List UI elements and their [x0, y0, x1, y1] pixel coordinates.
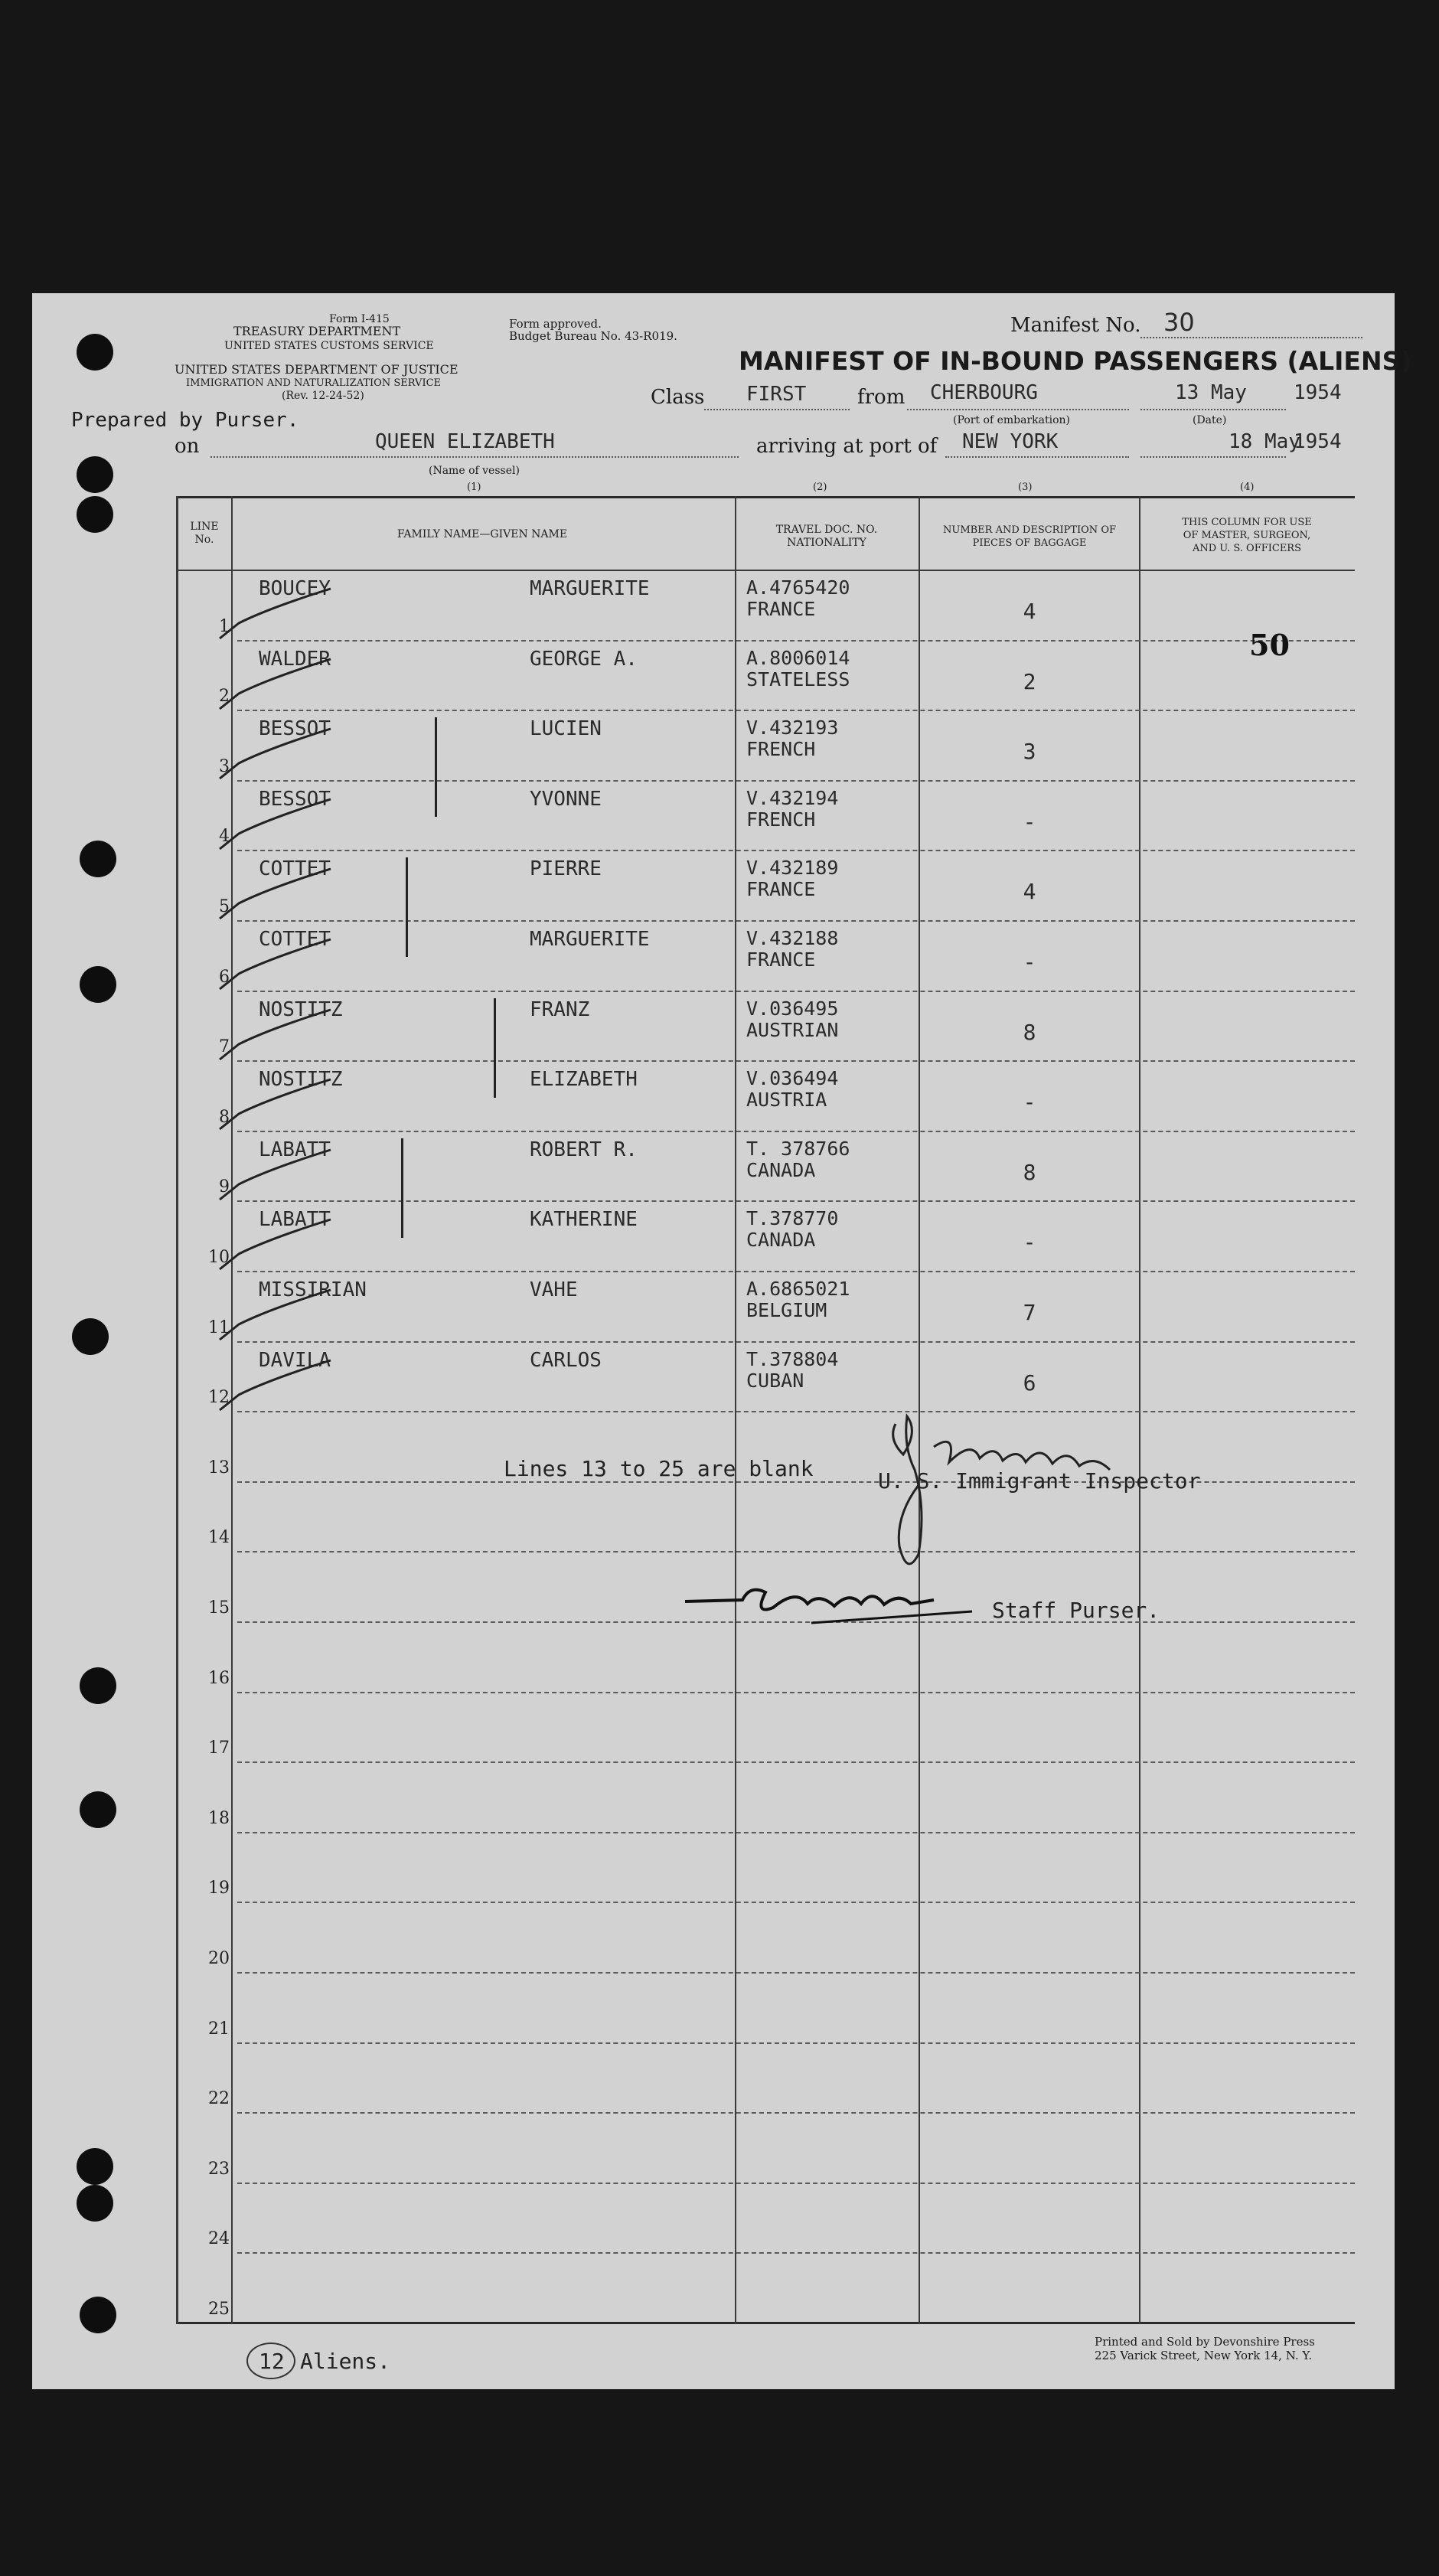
travel-doc-no: A.4765420	[746, 576, 850, 599]
travel-doc-no: A.8006014	[746, 647, 850, 669]
travel-doc-no: T. 378766	[746, 1138, 850, 1160]
given-name: MARGUERITE	[530, 577, 650, 600]
given-name: YVONNE	[530, 788, 602, 811]
check-mark	[216, 1216, 338, 1277]
port-embark-caption: (Port of embarkation)	[953, 414, 1070, 426]
form-approved: Form approved.	[509, 317, 602, 331]
punch-hole	[77, 456, 113, 493]
row-divider	[237, 2183, 1355, 2184]
family-name: COTTET	[259, 857, 331, 880]
printer-line-1: Printed and Sold by Devonshire Press	[1095, 2335, 1315, 2349]
family-name: BOUCEY	[259, 577, 331, 600]
nationality: FRENCH	[746, 808, 816, 831]
date-caption: (Date)	[1193, 414, 1227, 426]
header-travel-doc: TRAVEL DOC. NO. NATIONALITY	[775, 524, 878, 549]
form-number: Form I-415	[329, 313, 390, 325]
check-mark	[216, 1357, 338, 1418]
line-number: 8	[219, 1108, 230, 1127]
row-divider	[237, 2252, 1355, 2254]
nationality: CUBAN	[746, 1370, 804, 1392]
check-mark	[216, 1286, 338, 1347]
port-of-embarkation: CHERBOURG	[930, 381, 1038, 404]
check-mark	[216, 1006, 338, 1067]
row-divider	[237, 1972, 1355, 1974]
row-divider	[237, 2112, 1355, 2114]
given-name: ELIZABETH	[530, 1068, 638, 1091]
inspector-signature	[873, 1401, 1125, 1585]
family-name: NOSTITZ	[259, 1068, 343, 1091]
row-divider	[237, 2042, 1355, 2044]
baggage-count: -	[1023, 949, 1036, 975]
punch-hole	[80, 841, 116, 877]
check-mark	[216, 865, 338, 926]
row-divider	[237, 640, 1355, 642]
header-baggage: NUMBER AND DESCRIPTION OF PIECES OF BAGGAGE	[942, 524, 1116, 549]
prepared-by: Prepared by Purser.	[71, 409, 299, 432]
given-name: GEORGE A.	[530, 648, 638, 671]
travel-doc-no: V.432194	[746, 787, 839, 809]
travel-doc-no: V.432189	[746, 857, 839, 879]
line-number: 23	[208, 2160, 230, 2179]
officer-note: 50	[1249, 628, 1290, 662]
baggage-count: 2	[1023, 669, 1036, 694]
col-num-4: (4)	[1240, 482, 1255, 493]
row-divider	[237, 1341, 1355, 1343]
travel-doc-no: V.036494	[746, 1067, 839, 1089]
family-name: WALDER	[259, 648, 331, 671]
nationality: BELGIUM	[746, 1299, 827, 1321]
punch-hole	[77, 334, 113, 371]
family-name: COTTET	[259, 928, 331, 951]
row-divider	[237, 1411, 1355, 1412]
punch-hole	[77, 496, 113, 533]
baggage-count: 3	[1023, 739, 1036, 764]
punch-hole	[77, 2148, 113, 2185]
line-number: 22	[208, 2089, 230, 2108]
row-divider	[237, 1271, 1355, 1272]
col-num-2: (2)	[813, 482, 827, 493]
line-number: 17	[208, 1739, 230, 1758]
row-divider	[237, 1551, 1355, 1552]
row-divider	[237, 850, 1355, 851]
nationality: STATELESS	[746, 668, 850, 691]
family-bracket	[435, 717, 437, 817]
line-number: 25	[208, 2300, 230, 2319]
on-label: on	[175, 435, 200, 458]
given-name: FRANZ	[530, 998, 590, 1021]
vessel-caption: (Name of vessel)	[429, 465, 520, 477]
manifest-label: Manifest No.	[1010, 314, 1141, 337]
baggage-count: 8	[1023, 1160, 1036, 1185]
line-number: 10	[208, 1248, 230, 1267]
line-number: 6	[219, 968, 230, 987]
col-num-3: (3)	[1018, 482, 1033, 493]
punch-hole	[80, 1667, 116, 1704]
check-mark	[216, 935, 338, 997]
arrival-port: NEW YORK	[962, 430, 1059, 453]
ins-title: IMMIGRATION AND NATURALIZATION SERVICE	[186, 377, 442, 389]
travel-doc-no: T.378804	[746, 1348, 839, 1370]
purser-signature	[681, 1577, 1003, 1638]
departure-date: 13 May	[1175, 381, 1247, 404]
class-label: Class	[651, 386, 705, 409]
nationality: FRANCE	[746, 878, 816, 900]
family-bracket	[494, 998, 496, 1098]
nationality: AUSTRIA	[746, 1089, 827, 1111]
baggage-count: 6	[1023, 1370, 1036, 1396]
line-number: 4	[219, 827, 230, 846]
purser-label: Staff Purser.	[992, 1598, 1160, 1623]
line-number: 16	[208, 1669, 230, 1688]
check-mark	[216, 725, 338, 786]
nationality: AUSTRIAN	[746, 1019, 839, 1041]
given-name: CARLOS	[530, 1349, 602, 1372]
punch-hole	[72, 1318, 109, 1355]
nationality: CANADA	[746, 1159, 816, 1181]
line-number: 15	[208, 1598, 230, 1618]
travel-doc-no: V.036495	[746, 997, 839, 1020]
punch-hole	[80, 1791, 116, 1828]
arrival-date: 18 May	[1229, 430, 1300, 453]
baggage-count: 4	[1023, 879, 1036, 904]
line-number: 21	[208, 2019, 230, 2039]
row-divider	[237, 1902, 1355, 1903]
departure-year: 1954	[1294, 381, 1342, 404]
line-number: 2	[219, 687, 230, 706]
baggage-count: -	[1023, 809, 1036, 834]
aliens-label: Aliens.	[300, 2349, 391, 2374]
family-name: LABATT	[259, 1138, 331, 1161]
check-mark	[216, 1146, 338, 1207]
family-name: MISSIRIAN	[259, 1278, 367, 1301]
line-number: 13	[208, 1458, 230, 1477]
given-name: VAHE	[530, 1278, 578, 1301]
given-name: LUCIEN	[530, 717, 602, 740]
header-officers: THIS COLUMN FOR USE OF MASTER, SURGEON, AND U. S. OFFICERS	[1182, 517, 1312, 554]
punch-hole	[77, 2185, 113, 2222]
line-number: 1	[219, 617, 230, 636]
line-number: 18	[208, 1809, 230, 1828]
row-divider	[237, 1692, 1355, 1693]
row-divider	[237, 710, 1355, 711]
family-name: BESSOT	[259, 788, 331, 811]
travel-doc-no: A.6865021	[746, 1278, 850, 1300]
given-name: ROBERT R.	[530, 1138, 638, 1161]
line-number: 3	[219, 757, 230, 776]
check-mark	[216, 795, 338, 857]
family-name: LABATT	[259, 1208, 331, 1231]
family-bracket	[406, 857, 408, 957]
line-number: 11	[208, 1318, 230, 1337]
treasury-dept: TREASURY DEPARTMENT	[233, 324, 401, 338]
line-number: 24	[208, 2229, 230, 2248]
travel-doc-no: V.432188	[746, 927, 839, 949]
row-divider	[237, 1200, 1355, 1202]
check-mark	[216, 1076, 338, 1137]
travel-doc-no: T.378770	[746, 1207, 839, 1229]
baggage-count: -	[1023, 1089, 1036, 1115]
family-name: BESSOT	[259, 717, 331, 740]
check-mark	[216, 655, 338, 717]
baggage-count: 8	[1023, 1020, 1036, 1045]
baggage-count: -	[1023, 1229, 1036, 1255]
arriving-label: arriving at port of	[756, 435, 938, 458]
baggage-count: 4	[1023, 599, 1036, 624]
col-num-1: (1)	[467, 482, 481, 493]
row-divider	[237, 1832, 1355, 1833]
arrival-year: 1954	[1294, 430, 1342, 453]
family-bracket	[401, 1138, 403, 1238]
vessel-name: QUEEN ELIZABETH	[375, 430, 555, 453]
row-divider	[237, 780, 1355, 782]
inspector-label: U. S. Immigrant Inspector	[878, 1468, 1201, 1494]
baggage-count: 7	[1023, 1300, 1036, 1325]
page-title: MANIFEST OF IN-BOUND PASSENGERS (ALIENS)	[739, 346, 1412, 376]
customs-service: UNITED STATES CUSTOMS SERVICE	[224, 340, 434, 352]
from-label-text: from	[857, 386, 905, 409]
line-number: 5	[219, 897, 230, 916]
doj-title: UNITED STATES DEPARTMENT OF JUSTICE	[175, 362, 458, 377]
header-line-no: LINE No.	[190, 521, 219, 546]
total-aliens: 12	[259, 2349, 285, 2374]
blank-lines-note: Lines 13 to 25 are blank	[504, 1456, 814, 1481]
line-number: 19	[208, 1879, 230, 1898]
class-value: FIRST	[746, 383, 807, 406]
row-divider	[237, 920, 1355, 922]
row-divider	[237, 991, 1355, 992]
line-number: 12	[208, 1388, 230, 1407]
row-divider	[237, 1761, 1355, 1763]
given-name: KATHERINE	[530, 1208, 638, 1231]
nationality: FRENCH	[746, 738, 816, 760]
line-number: 9	[219, 1177, 230, 1197]
punch-hole	[80, 966, 116, 1003]
given-name: PIERRE	[530, 857, 602, 880]
revision: (Rev. 12-24-52)	[282, 390, 364, 402]
given-name: MARGUERITE	[530, 928, 650, 951]
printer-line-2: 225 Varick Street, New York 14, N. Y.	[1095, 2349, 1313, 2362]
row-divider	[237, 1131, 1355, 1132]
row-divider	[237, 1060, 1355, 1062]
family-name: DAVILA	[259, 1349, 331, 1372]
nationality: FRANCE	[746, 598, 816, 620]
punch-hole	[80, 2297, 116, 2333]
header-name: FAMILY NAME—GIVEN NAME	[396, 528, 568, 540]
travel-doc-no: V.432193	[746, 717, 839, 739]
line-number: 14	[208, 1528, 230, 1547]
nationality: FRANCE	[746, 948, 816, 971]
manifest-number: 30	[1163, 308, 1195, 337]
line-number: 7	[219, 1037, 230, 1056]
nationality: CANADA	[746, 1229, 816, 1251]
family-name: NOSTITZ	[259, 998, 343, 1021]
check-mark	[216, 585, 338, 646]
line-number: 20	[208, 1949, 230, 1968]
budget-bureau: Budget Bureau No. 43-R019.	[509, 329, 677, 343]
